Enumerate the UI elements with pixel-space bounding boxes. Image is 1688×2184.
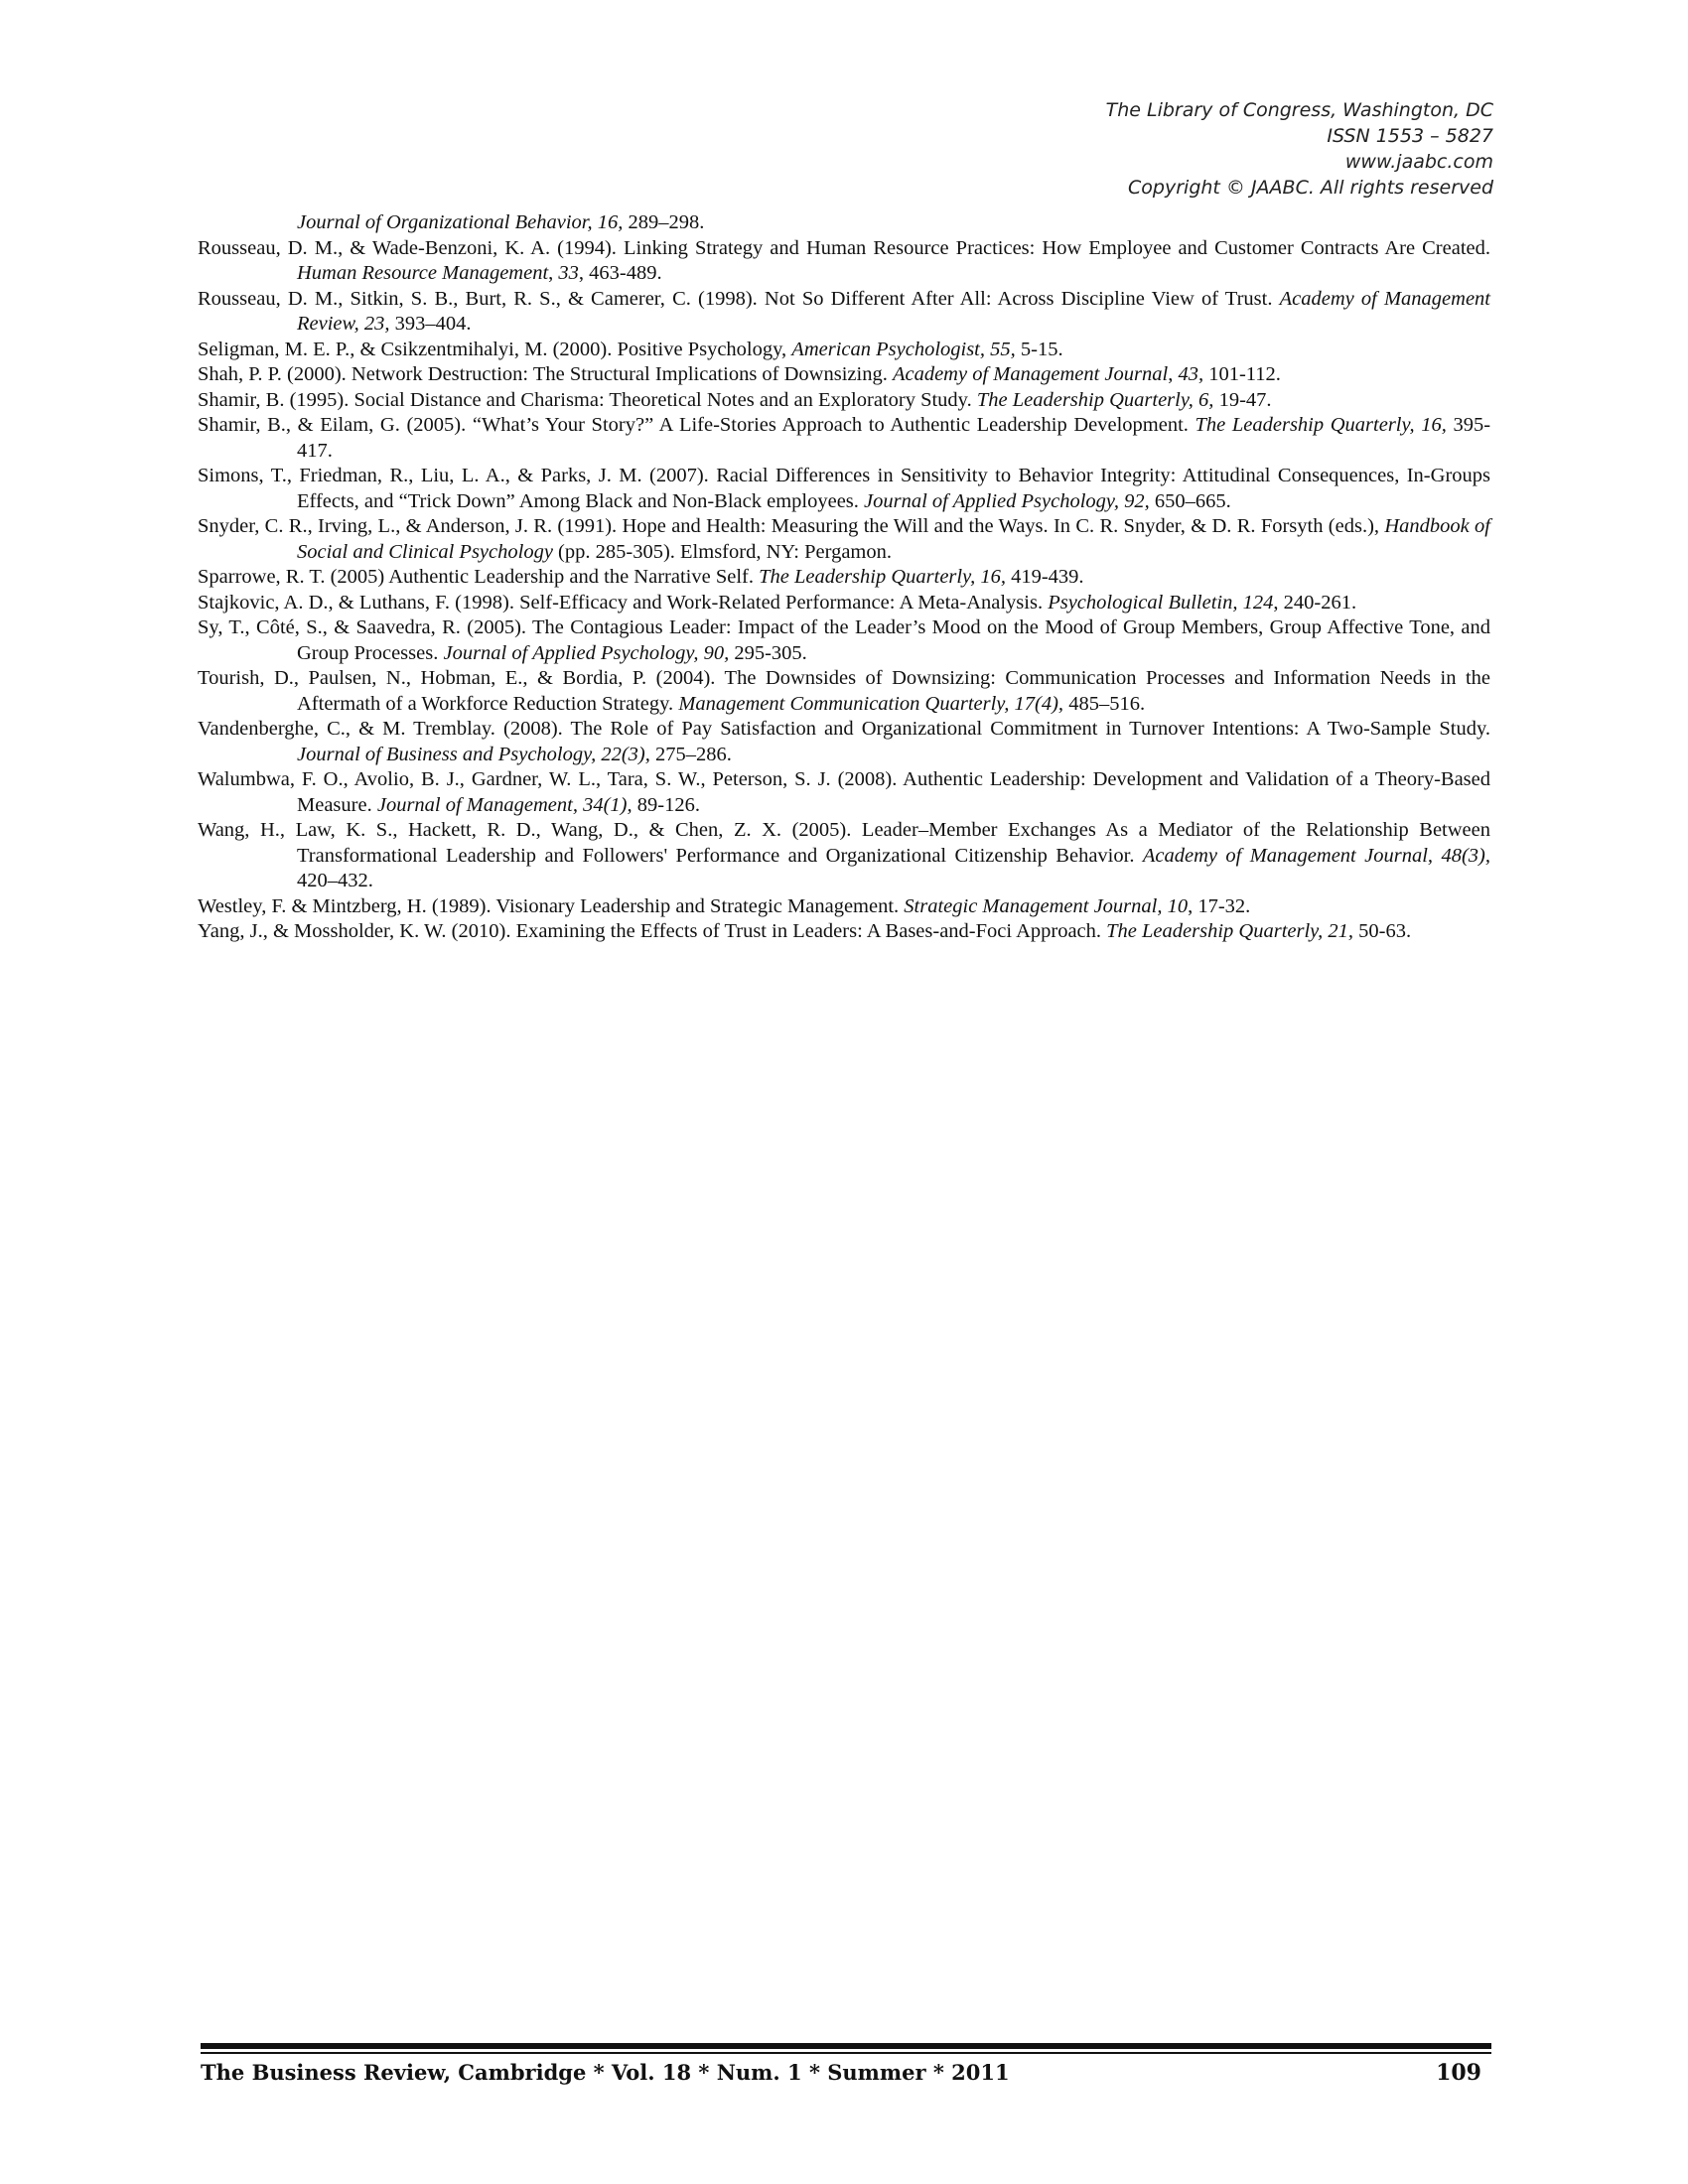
reference-entry: Vandenberghe, C., & M. Tremblay. (2008). The Role of Pay Satisfaction and Organizational Commitment in Turnover Intentions: A Two-Sample Study. Journal of Business and Psychology, 22(3), 275–286.	[198, 718, 1490, 765]
reference-entry: Rousseau, D. M., Sitkin, S. B., Burt, R. S., & Camerer, C. (1998). Not So Different After All: Across Discipline View of Trust. Academy of Management Review, 23, 393–404.	[198, 287, 1491, 335]
header-library-line: The Library of Congress, Washington, DC	[1105, 99, 1493, 121]
reference-entry: Tourish, D., Paulsen, N., Hobman, E., & Bordia, P. (2004). The Downsides of Downsizing: Communication Processes and Information Needs in the Aftermath of a Workforce Reduction Strategy. Management Communication Quarterly, 17(4), 485–516.	[198, 667, 1490, 715]
reference-entry: Stajkovic, A. D., & Luthans, F. (1998). Self-Efficacy and Work-Related Performance: A Meta-Analysis. Psychological Bulletin, 124, 240-261.	[198, 591, 1357, 614]
journal-header	[798, 97, 1493, 201]
reference-entry: Snyder, C. R., Irving, L., & Anderson, J. R. (1991). Hope and Health: Measuring the Will and the Ways. In C. R. Snyder, & D. R. Forsyth (eds.), Handbook of Social and Clinical Psychology (pp. 285-305). Elmsford, NY: Pergamon.	[198, 515, 1490, 563]
header-copyright-line: Copyright © JAABC. All rights reserved	[1128, 177, 1493, 199]
reference-entry: Wang, H., Law, K. S., Hackett, R. D., Wang, D., & Chen, Z. X. (2005). Leader–Member Exchanges As a Mediator of the Relationship Between Transformational Leadership and Followers' Performance and Organizational Citizenship Behavior. Academy of Management Journal, 48(3), 420–432.	[198, 819, 1490, 891]
header-website-line: www.jaabc.com	[1344, 151, 1493, 173]
footer-rule	[201, 2043, 1491, 2049]
reference-entry: Yang, J., & Mossholder, K. W. (2010). Examining the Effects of Trust in Leaders: A Bases-and-Foci Approach. The Leadership Quarterly, 21, 50-63.	[198, 920, 1412, 942]
reference-entry: Rousseau, D. M., & Wade-Benzoni, K. A. (1994). Linking Strategy and Human Resource Practices: How Employee and Customer Contracts Are Created. Human Resource Management, 33, 463-489.	[198, 236, 1490, 284]
reference-entry: Simons, T., Friedman, R., Liu, L. A., & Parks, J. M. (2007). Racial Differences in Sensitivity to Behavior Integrity: Attitudinal Consequences, In-Groups Effects, and “Trick Down” Among Black and Non-Black employees. Journal of Applied Psychology, 92, 650–665.	[198, 465, 1490, 512]
reference-entry: Seligman, M. E. P., & Csikzentmihalyi, M. (2000). Positive Psychology, American Psychologist, 55, 5-15.	[198, 338, 1063, 360]
reference-entry: Sy, T., Côté, S., & Saavedra, R. (2005). The Contagious Leader: Impact of the Leader’s Mood on the Mood of Group Members, Group Affective Tone, and Group Processes. Journal of Applied Psychology, 90, 295-305.	[198, 616, 1490, 664]
reference-entry: Shah, P. P. (2000). Network Destruction: The Structural Implications of Downsizing. Academy of Management Journal, 43, 101-112.	[198, 363, 1281, 385]
header-issn-line: ISSN 1553 – 5827	[1327, 125, 1493, 147]
reference-entry: Walumbwa, F. O., Avolio, B. J., Gardner, W. L., Tara, S. W., Peterson, S. J. (2008). Authentic Leadership: Development and Validation of a Theory-Based Measure. Journal of Management, 34(1), 89-126.	[198, 768, 1490, 816]
reference-list	[198, 210, 1490, 945]
page-number: 109	[1436, 2060, 1481, 2086]
reference-entry: Shamir, B., & Eilam, G. (2005). “What’s Your Story?” A Life-Stories Approach to Authentic Leadership Development. The Leadership Quarterly, 16, 395-417.	[198, 414, 1491, 462]
reference-entry: Westley, F. & Mintzberg, H. (1989). Visionary Leadership and Strategic Management. Strategic Management Journal, 10, 17-32.	[198, 894, 1251, 917]
reference-continuation: Journal of Organizational Behavior, 16, 289–298.	[297, 211, 705, 233]
reference-entry: Sparrowe, R. T. (2005) Authentic Leadership and the Narrative Self. The Leadership Quarterly, 16, 419-439.	[198, 566, 1084, 588]
footer-rule-thin	[201, 2052, 1491, 2054]
footer-journal-info: The Business Review, Cambridge * Vol. 18 * Num. 1 * Summer * 2011	[201, 2060, 1010, 2085]
reference-entry: Shamir, B. (1995). Social Distance and Charisma: Theoretical Notes and an Exploratory Study. The Leadership Quarterly, 6, 19-47.	[198, 388, 1272, 411]
